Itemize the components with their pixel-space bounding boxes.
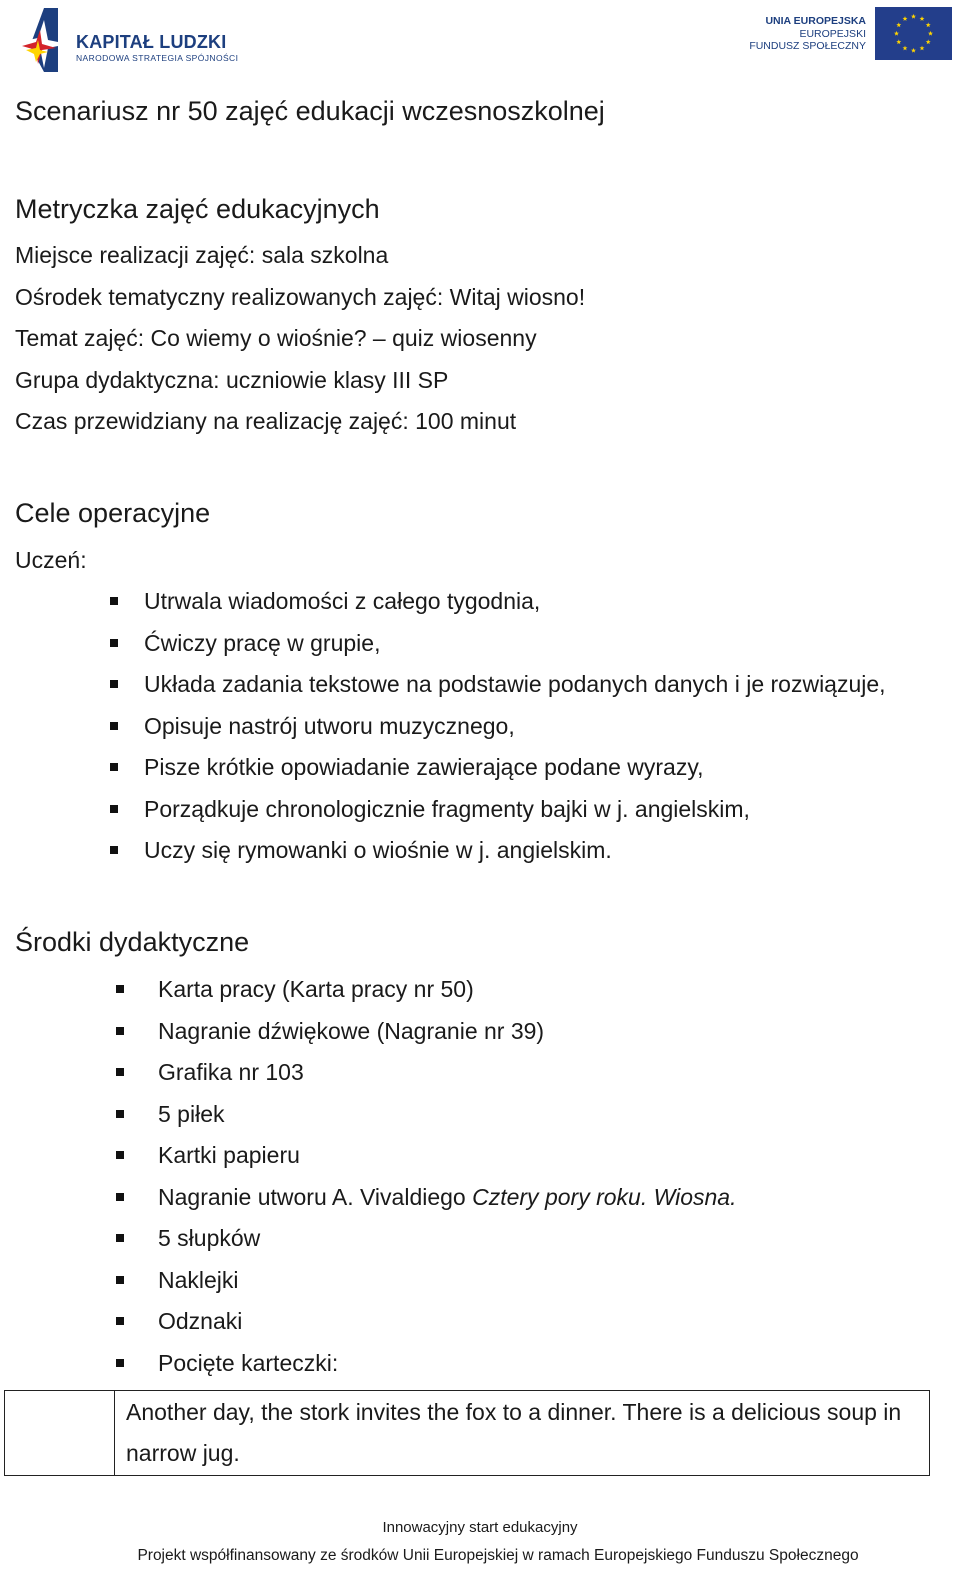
list-item: Grafika nr 103	[158, 1059, 304, 1085]
kapital-ludzki-star-icon	[16, 6, 74, 74]
list-item: Utrwala wiadomości z całego tygodnia,	[144, 588, 541, 614]
bullet-icon	[116, 1068, 124, 1076]
table-cell-text: Another day, the stork invites the fox to a dinner. There is a delicious soup in narrow jug.	[126, 1399, 902, 1466]
srodki-heading: Środki dydaktyczne	[15, 927, 250, 957]
metryczka-heading: Metryczka zajęć edukacyjnych	[15, 194, 380, 224]
kapital-ludzki-title: KAPITAŁ LUDZKI	[76, 32, 227, 52]
footer-cofinancing-note: Projekt współfinansowany ze środków Unii Europejskiej w ramach Europejskiego Funduszu Społecznego	[137, 1547, 859, 1564]
bullet-icon	[116, 1027, 124, 1035]
bullet-icon	[110, 763, 118, 771]
footer-project-name: Innowacyjny start edukacyjny	[382, 1519, 578, 1536]
list-item: Pocięte karteczki:	[158, 1350, 339, 1376]
list-item: Naklejki	[158, 1267, 239, 1293]
metryczka-line: Czas przewidziany na realizację zajęć: 100 minut	[15, 408, 517, 434]
efs-logo	[749, 7, 952, 63]
table-cell-empty	[5, 1391, 115, 1475]
bullet-icon	[116, 1110, 124, 1118]
list-item: Pisze krótkie opowiadanie zawierające podane wyrazy,	[144, 754, 704, 780]
list-item: Uczy się rymowanki o wiośnie w j. angielskim.	[144, 837, 612, 863]
efs-line-3: FUNDUSZ SPOŁECZNY	[749, 40, 866, 52]
bullet-icon	[116, 1276, 124, 1284]
metryczka-line: Grupa dydaktyczna: uczniowie klasy III SP	[15, 367, 449, 393]
bullet-icon	[110, 846, 118, 854]
bullet-icon	[116, 1317, 124, 1325]
list-item: Karta pracy (Karta pracy nr 50)	[158, 976, 474, 1002]
metryczka-line: Miejsce realizacji zajęć: sala szkolna	[15, 242, 389, 268]
bullet-icon	[110, 639, 118, 647]
kapital-ludzki-subtitle: NARODOWA STRATEGIA SPÓJNOŚCI	[76, 53, 239, 63]
bullet-icon	[110, 805, 118, 813]
bullet-icon	[110, 597, 118, 605]
eu-flag-icon	[875, 7, 952, 60]
list-item	[158, 1184, 737, 1211]
vivaldi-title: Cztery pory roku. Wiosna.	[472, 1184, 737, 1210]
bullet-icon	[116, 1151, 124, 1159]
list-item: Odznaki	[158, 1308, 243, 1334]
efs-line-2: EUROPEJSKI	[799, 28, 866, 40]
kapital-ludzki-logo	[16, 6, 239, 76]
list-item: Kartki papieru	[158, 1142, 300, 1168]
page-title: Scenariusz nr 50 zajęć edukacji wczesnoszkolnej	[15, 96, 605, 126]
list-item: Ćwiczy pracę w grupie,	[144, 630, 381, 656]
bullet-icon	[116, 1359, 124, 1367]
list-item: 5 słupków	[158, 1225, 261, 1251]
metryczka-line: Temat zajęć: Co wiemy o wiośnie? – quiz wiosenny	[15, 325, 537, 351]
karteczki-table	[4, 1390, 930, 1476]
list-item-text: Nagranie utworu A. Vivaldiego	[158, 1184, 473, 1210]
bullet-icon	[116, 1234, 124, 1242]
list-item: Nagranie dźwiękowe (Nagranie nr 39)	[158, 1018, 545, 1044]
cele-intro: Uczeń:	[15, 547, 87, 573]
bullet-icon	[110, 722, 118, 730]
metryczka-line: Ośrodek tematyczny realizowanych zajęć: Witaj wiosno!	[15, 284, 586, 310]
list-item: Układa zadania tekstowe na podstawie podanych danych i je rozwiązuje,	[144, 671, 886, 697]
bullet-icon	[116, 985, 124, 993]
efs-line-1: UNIA EUROPEJSKA	[765, 15, 866, 27]
list-item: 5 piłek	[158, 1101, 225, 1127]
list-item: Porządkuje chronologicznie fragmenty bajki w j. angielskim,	[144, 796, 750, 822]
bullet-icon	[116, 1193, 124, 1201]
list-item: Opisuje nastrój utworu muzycznego,	[144, 713, 515, 739]
cele-heading: Cele operacyjne	[15, 498, 211, 528]
bullet-icon	[110, 680, 118, 688]
